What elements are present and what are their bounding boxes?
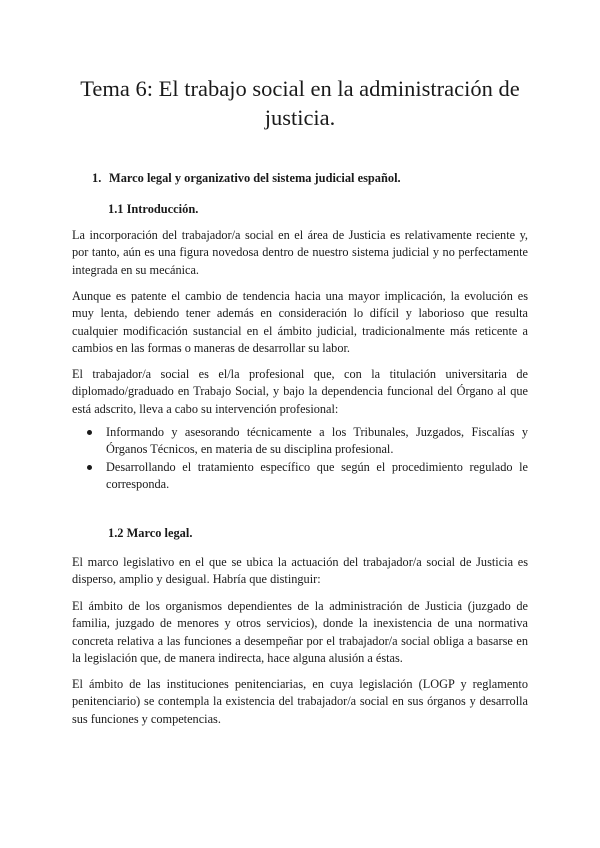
bullet-icon <box>87 465 92 470</box>
bullet-list <box>72 424 528 494</box>
paragraph: Aunque es patente el cambio de tendencia hacia una mayor implicación, la evolución es muy lenta, debiendo tener además en consideración lo difícil y laborioso que resulta cualquier modificación sustancial en el ámbito judicial, tradicionalmente más reticente a cambios en las formas o maneras de desarrollar su labor. <box>72 289 528 356</box>
paragraph: El trabajador/a social es el/la profesional que, con la titulación universitaria de diplomado/graduado en Trabajo Social, y bajo la dependencia funcional del Órgano al que está adscrito, lleva a cabo su intervención profesional: <box>72 367 528 416</box>
paragraph: El marco legislativo en el que se ubica la actuación del trabajador/a social de Justicia es disperso, amplio y desigual. Habría que distinguir: <box>72 555 528 587</box>
list-item-text: Informando y asesorando técnicamente a los Tribunales, Juzgados, Fiscalías y Órganos Técnicos, en materia de su disciplina profesional. <box>106 425 528 457</box>
subsection-heading-legal: 1.2 Marco legal. <box>108 526 193 540</box>
document-title: Tema 6: El trabajo social en la administración de justicia. <box>80 76 520 130</box>
list-item-text: Desarrollando el tratamiento específico que según el procedimiento regulado le corresponda. <box>106 459 528 492</box>
paragraph: El ámbito de los organismos dependientes de la administración de Justicia (juzgado de familia, juzgado de menores y otros servicios), donde la inexistencia de una normativa concreta relativa a las funciones a desempeñar por el trabajador/a social obliga a basarse en la legislación que, de manera indirecta, hace alguna alusión a éstas. <box>72 599 528 666</box>
paragraph: El ámbito de las instituciones penitenciarias, en cuya legislación (LOGP y reglamento penitenciario) se contempla la existencia del trabajador/a social en sus órganos y desarrolla sus funciones y competencias. <box>72 677 528 726</box>
list-item <box>72 424 528 459</box>
section-heading <box>92 171 401 186</box>
list-item <box>72 459 528 494</box>
section-heading-text: Marco legal y organizativo del sistema judicial español. <box>109 171 401 185</box>
bullet-icon <box>87 430 92 435</box>
subsection-heading-introduction: 1.1 Introducción. <box>108 202 199 216</box>
paragraph: La incorporación del trabajador/a social en el área de Justicia es relativamente reciente y, por tanto, aún es una figura novedosa dentro de nuestro sistema judicial y no perfectamente integrada en su mecánica. <box>72 228 528 277</box>
section-number: 1. <box>92 171 102 185</box>
